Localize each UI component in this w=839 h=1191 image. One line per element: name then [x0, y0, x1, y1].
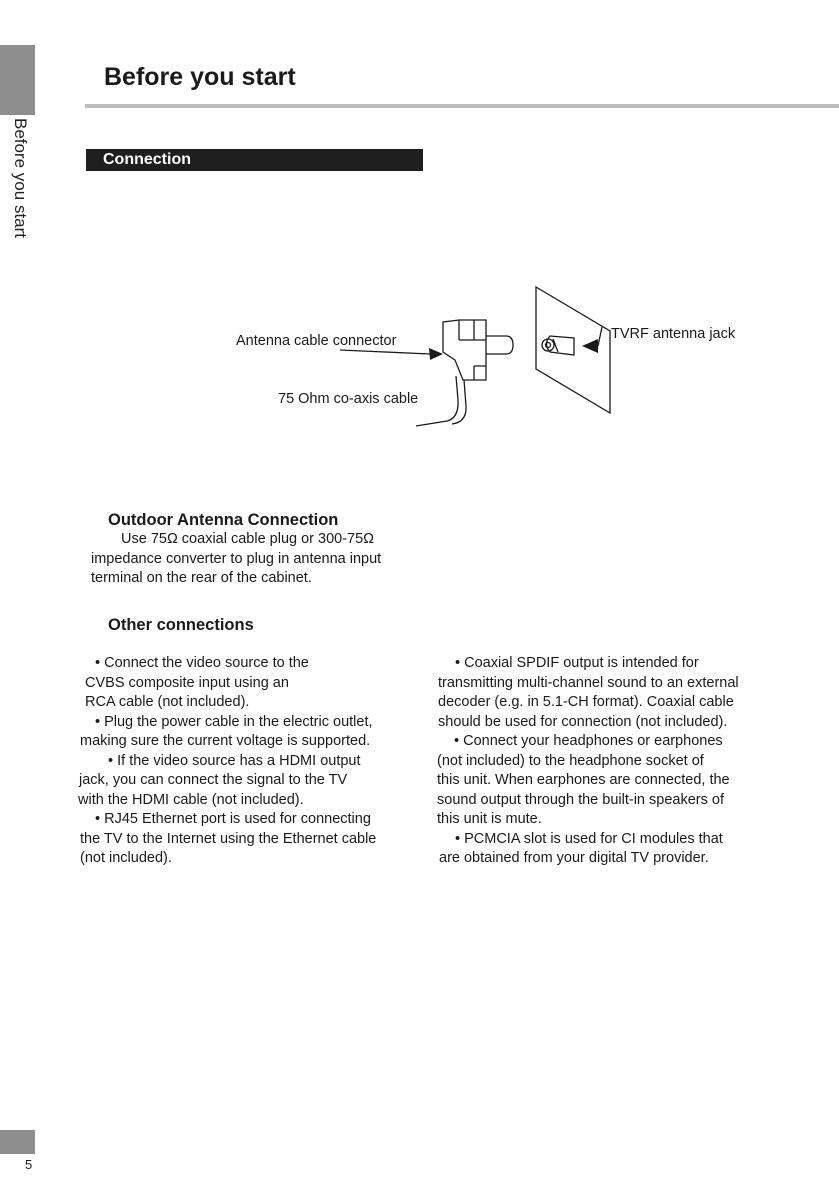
- left-line: jack, you can connect the signal to the TV: [79, 772, 348, 788]
- wall-plate-shape: [536, 287, 610, 413]
- side-tab-text: Before you start: [11, 118, 30, 239]
- connector-plug-shape: [443, 320, 486, 380]
- label-antenna-connector: Antenna cable connector: [236, 333, 397, 349]
- label-antenna-jack: TVRF antenna jack: [611, 326, 736, 342]
- right-line: sound output through the built-in speakers of: [437, 791, 724, 808]
- connector-tip-shape: [486, 336, 513, 354]
- right-line: transmitting multi-channel sound to an external: [438, 674, 739, 691]
- outdoor-line: terminal on the rear of the cabinet.: [91, 570, 312, 586]
- left-line: making sure the current voltage is supported.: [80, 733, 371, 749]
- right-line: this unit is mute.: [437, 811, 542, 827]
- left-line: with the HDMI cable (not included).: [78, 791, 304, 808]
- page-title: Before you start: [104, 63, 296, 91]
- jack-arrow-icon: [582, 339, 598, 353]
- outdoor-line: Use 75Ω coaxial cable plug or 300-75Ω: [121, 531, 375, 547]
- section-title: Connection: [103, 151, 191, 168]
- page-number: 5: [25, 1157, 33, 1172]
- left-line: • RJ45 Ethernet port is used for connecting: [95, 811, 371, 827]
- left-line: • If the video source has a HDMI output: [108, 752, 361, 769]
- left-line: the TV to the Internet using the Ethernet cable: [80, 830, 377, 847]
- left-line: CVBS composite input using an: [85, 674, 289, 691]
- page-number-tab: [0, 1130, 35, 1154]
- left-line: • Plug the power cable in the electric outlet,: [95, 713, 373, 730]
- section-header-bar: [86, 149, 423, 171]
- other-right-column: [437, 654, 739, 869]
- right-line: decoder (e.g. in 5.1-CH format). Coaxial cable: [438, 694, 734, 710]
- connector-arrow-icon: [429, 348, 443, 360]
- right-line: (not included) to the headphone socket of: [437, 752, 704, 769]
- right-line: should be used for connection (not included).: [438, 713, 728, 730]
- right-line: • PCMCIA slot is used for CI modules that: [455, 830, 723, 847]
- antenna-diagram-svg: [230, 280, 790, 440]
- title-divider: [85, 104, 839, 108]
- outdoor-line: impedance converter to plug in antenna input: [91, 550, 382, 567]
- other-left-column: [78, 654, 376, 869]
- left-line: (not included).: [80, 850, 172, 866]
- coax-cable-shape: [416, 376, 466, 426]
- other-heading: Other connections: [108, 616, 254, 634]
- right-line: this unit. When earphones are connected, the: [437, 772, 730, 788]
- side-tab-marker: [0, 45, 35, 115]
- label-coax-cable: 75 Ohm co-axis cable: [278, 391, 419, 407]
- outdoor-heading: Outdoor Antenna Connection: [108, 511, 339, 529]
- left-line: • Connect the video source to the: [95, 655, 309, 671]
- right-line: • Connect your headphones or earphones: [454, 733, 723, 749]
- right-line: are obtained from your digital TV provider.: [439, 850, 709, 866]
- left-line: RCA cable (not included).: [85, 694, 250, 710]
- antenna-connection-diagram: [230, 280, 790, 440]
- outdoor-paragraph: [91, 530, 381, 589]
- side-tab-label: [6, 118, 30, 278]
- right-line: • Coaxial SPDIF output is intended for: [455, 655, 699, 671]
